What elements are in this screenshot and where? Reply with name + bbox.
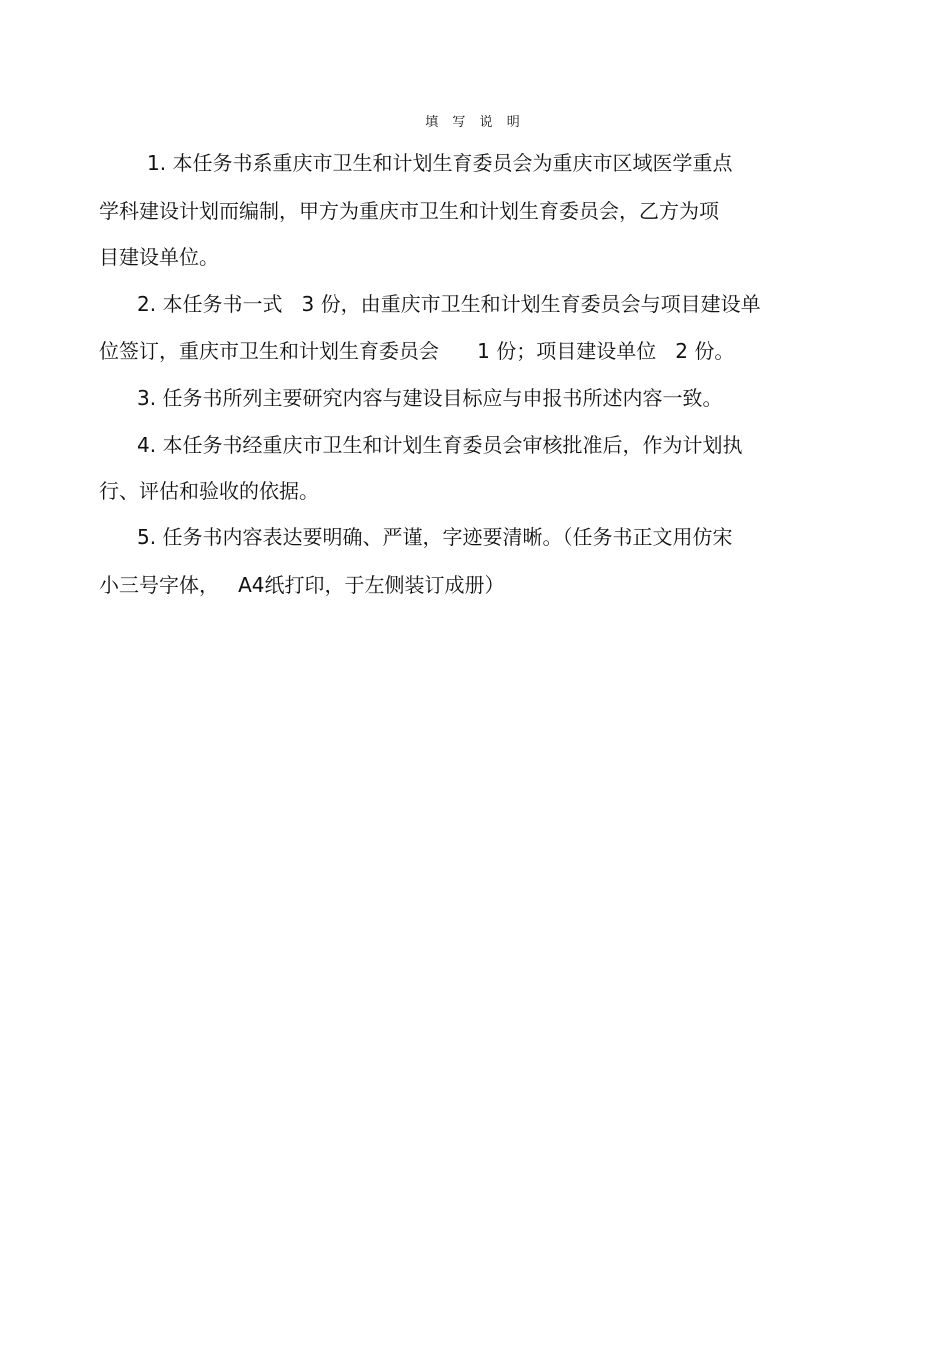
paragraph-2-line-2: 位签订，重庆市卫生和计划生育委员会 1 份；项目建设单位 2 份。: [99, 339, 735, 363]
paragraph-1-line-2: 学科建设计划而编制，甲方为重庆市卫生和计划生育委员会，乙方为项: [99, 199, 719, 223]
paragraph-2-line-1: 2. 本任务书一式 3 份，由重庆市卫生和计划生育委员会与项目建设单: [137, 292, 761, 316]
paragraph-5-line-2: 小三号字体， A4纸打印，于左侧装订成册）: [99, 573, 505, 597]
paragraph-1-line-1: 1. 本任务书系重庆市卫生和计划生育委员会为重庆市区域医学重点: [147, 151, 733, 175]
paragraph-5-line-1: 5. 任务书内容表达要明确、严谨，字迹要清晰。（任务书正文用仿宋: [137, 525, 733, 549]
paragraph-4-line-1: 4. 本任务书经重庆市卫生和计划生育委员会审核批准后，作为计划执: [137, 433, 743, 457]
paragraph-3-line-1: 3. 任务书所列主要研究内容与建设目标应与申报书所述内容一致。: [137, 386, 723, 410]
page-title: 填 写 说 明: [425, 115, 525, 130]
paragraph-4-line-2: 行、评估和验收的依据。: [99, 479, 319, 503]
paragraph-1-line-3: 目建设单位。: [99, 245, 219, 269]
